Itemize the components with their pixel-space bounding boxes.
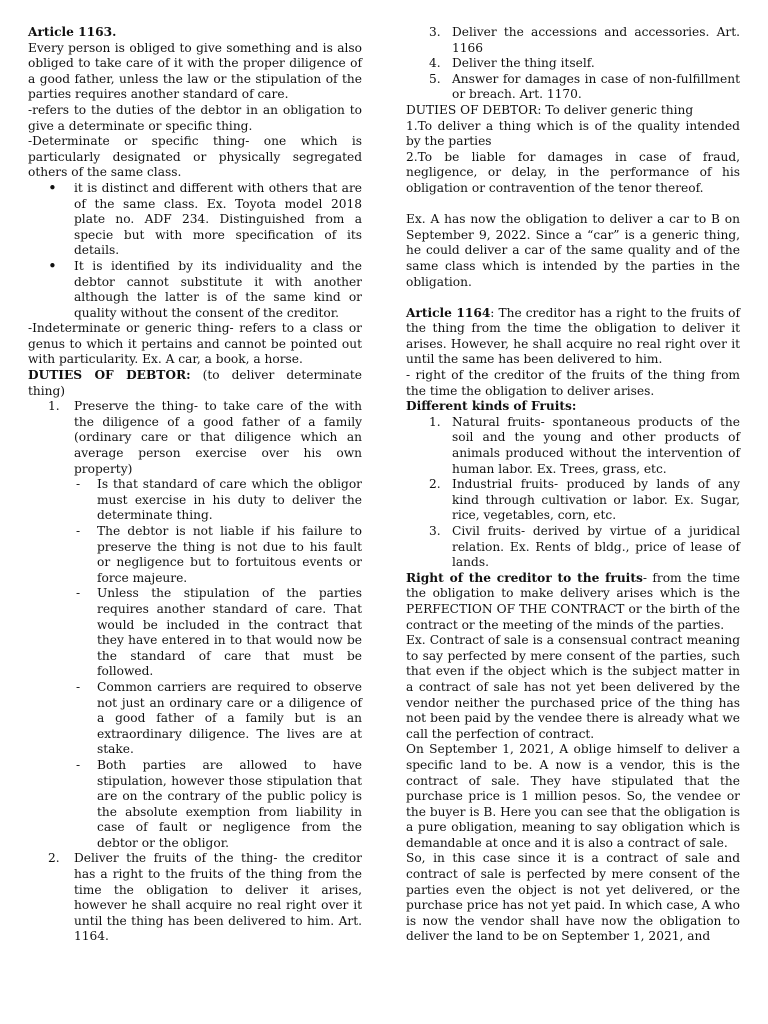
- article-1164-paragraph: [406, 306, 740, 368]
- fruit-item: [406, 415, 740, 477]
- duty-item-text: Deliver the accessions and accessories. Art. 1166: [452, 25, 740, 55]
- duties-list: [28, 399, 362, 945]
- list-number: 2.: [48, 851, 60, 866]
- article-1163-title: Article 1163.: [28, 25, 117, 39]
- dash-item: - Both parties are allowed to have stipulation, however those stipulation that are on the contrary of the public policy is the absolute exemption from liability in case of fault or negligence from the debtor or the obligor.: [74, 758, 362, 852]
- duties-heading-bold: DUTIES OF DEBTOR:: [28, 368, 191, 383]
- duty-item-2: [28, 851, 362, 945]
- september-paragraph: On September 1, 2021, A oblige himself to deliver a specific land to be. A now is a vendor, this is the contract of sale. They have stipulated that the purchase price is 1 million pesos. So, the vendee or the buyer is B. Here you can see that the obligation is a pure obligation, meaning to say obligation which is demandable at once and it is also a contract of sale.: [406, 742, 740, 850]
- list-number: 3.: [429, 25, 441, 39]
- indeterminate-definition: -Indeterminate or generic thing- refers to a class or genus to which it pertains and cannot be pointed out with particularity. Ex. A car, a book, a horse.: [28, 321, 362, 367]
- fruit-item: [406, 524, 740, 571]
- duty-item-text: Preserve the thing- to take care of the with the diligence of a good father of a family (ordinary care or that diligence which an average person exercise over his own property): [74, 399, 362, 476]
- spacer: [406, 197, 740, 213]
- article-1164-text: : The creditor has a right to the fruits of the thing from the time the obligation to deliver it arises. However, he shall acquire no real right over it until the same has been delivered to him.: [406, 305, 740, 367]
- preserve-sublist: [74, 477, 362, 851]
- bullet-item: • It is identified by its individuality and the debtor cannot substitute it with another although the latter is of the same kind or quality without the consent of the creditor.: [28, 259, 362, 321]
- kinds-of-fruits-heading: Different kinds of Fruits:: [406, 399, 577, 414]
- contract-of-sale-example: Ex. Contract of sale is a consensual contract meaning to say perfected by mere consent of the parties, such that even if the object which is the subject matter in a contract of sale has not yet been delivered by the vendor neither the purchased price of the thing has not been paid by the vendee there is already what we call the perfection of contract.: [406, 633, 740, 741]
- article-1163-text: Every person is obliged to give something and is also obliged to take care of it with the proper diligence of a good father, unless the law or the stipulation of the parties requires another standard of care.: [28, 40, 362, 102]
- dash-item: - Unless the stipulation of the parties requires another standard of care. That would be included in the contract that they have entered in to that would now be the standard of care that must be followed.: [74, 586, 362, 680]
- right-to-fruits-note: - right of the creditor of the fruits of the thing from the time the obligation to deliver arises.: [406, 368, 740, 398]
- fruit-item-text: Natural fruits- spontaneous products of the soil and the young and other products of animals produced without the intervention of human labor. Ex. Trees, grass, etc.: [452, 414, 740, 476]
- generic-duty-2: 2.To be liable for damages in case of fraud, negligence, or delay, in the performance of his obligation or contravention of the tenor thereof.: [406, 149, 740, 195]
- duty-item-text: Deliver the thing itself.: [452, 56, 595, 71]
- generic-duties-heading: DUTIES OF DEBTOR: To deliver generic thing: [406, 102, 694, 117]
- right-column: [406, 25, 740, 945]
- generic-duty-1: 1.To deliver a thing which is of the quality intended by the parties: [406, 118, 740, 149]
- dash-item: - The debtor is not liable if his failure to preserve the thing is not due to his fault or negligence but to fortuitous events or force majeure.: [74, 524, 362, 586]
- left-column: [28, 25, 362, 945]
- determinate-bullets: [28, 181, 362, 321]
- refers-paragraph: -refers to the duties of the debtor in an obligation to give a determinate or specific thing.: [28, 102, 362, 133]
- duty-item-text: Answer for damages in case of non-fulfillment or breach. Art. 1170.: [452, 71, 740, 102]
- bullet-item: • it is distinct and different with others that are of the same class. Ex. Toyota model 2018 plate no. ADF 234. Distinguished from a specie but with more specification of its details.: [28, 181, 362, 259]
- list-number: 4.: [429, 56, 441, 71]
- list-number: 1.: [48, 399, 60, 414]
- right-of-creditor-paragraph: [406, 571, 740, 633]
- duties-heading-rest: (to deliver determinate thing): [28, 368, 362, 398]
- duty-item-text: Deliver the fruits of the thing- the creditor has a right to the fruits of the thing from the time the obligation to deliver it arises, however he shall acquire no real right over it until the thing has been delivered to him. Art. 1164.: [74, 851, 362, 944]
- right-of-creditor-title: Right of the creditor to the fruits: [406, 570, 643, 585]
- generic-example: Ex. A has now the obligation to deliver a car to B on September 9, 2022. Since a “car” is a generic thing, he could deliver a car of the same quality and of the same class which is intended by the parties in the obligation.: [406, 212, 740, 289]
- determinate-definition: -Determinate or specific thing- one which is particularly designated or physically segregated others of the same class.: [28, 134, 362, 180]
- duty-item-5: [406, 72, 740, 103]
- duty-item-3: [406, 25, 740, 56]
- fruits-list: [406, 415, 740, 571]
- spacer: [406, 290, 740, 306]
- list-number: 5.: [429, 71, 441, 86]
- duties-heading: [28, 368, 362, 399]
- fruit-item-text: Civil fruits- derived by virtue of a juridical relation. Ex. Rents of bldg., price of lease of lands.: [452, 524, 740, 570]
- duty-item-4: [406, 56, 740, 72]
- dash-item: - Common carriers are required to observe not just an ordinary care or a diligence of a good father of a family but is an extraordinary diligence. The lives are at stake.: [74, 680, 362, 758]
- list-number: 2.: [429, 477, 441, 492]
- fruit-item-text: Industrial fruits- produced by lands of any kind through cultivation or labor. Ex. Sugar, rice, vegetables, corn, etc.: [452, 477, 740, 523]
- list-number: 3.: [429, 524, 441, 538]
- duty-item-1: [28, 399, 362, 851]
- dash-item: - Is that standard of care which the obligor must exercise in his duty to deliver the determinate thing.: [74, 477, 362, 524]
- duties-list-continued: [406, 25, 740, 103]
- fruit-item: [406, 477, 740, 524]
- list-number: 1.: [429, 414, 441, 429]
- so-paragraph: So, in this case since it is a contract of sale and contract of sale is perfected by mere consent of the parties even the object is not yet delivered, or the purchase price has not yet paid. In which case, A who is now the vendor shall have now the obligation to deliver the land to be on September 1, 2021, and: [406, 851, 740, 944]
- right-of-creditor-text: - from the time the obligation to make delivery arises which is the PERFECTION OF THE CONTRACT or the birth of the contract or the meeting of the minds of the parties.: [406, 570, 741, 632]
- article-1164-title: Article 1164: [406, 305, 491, 320]
